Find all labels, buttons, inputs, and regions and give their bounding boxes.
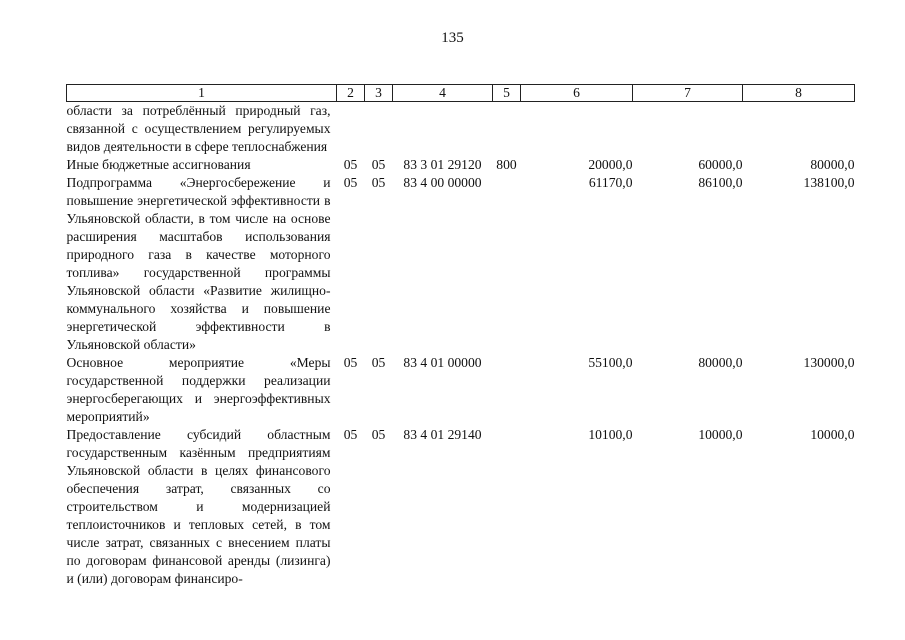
row-amount-8: 10000,0 xyxy=(810,427,855,442)
header-row xyxy=(67,85,855,102)
header-col-8: 8 xyxy=(743,85,855,102)
row-amount-8: 130000,0 xyxy=(803,355,855,370)
row-amount-6: 20000,0 xyxy=(588,157,633,172)
row-subsection: 05 xyxy=(371,175,386,190)
table-row xyxy=(67,156,855,174)
row-section xyxy=(337,102,365,157)
row-section: 05 xyxy=(343,175,358,190)
row-amount-8: 138100,0 xyxy=(803,175,855,190)
row-amount-6 xyxy=(521,102,633,157)
row-amount-6: 10100,0 xyxy=(588,427,633,442)
row-target-code: 83 3 01 29120 xyxy=(403,157,482,172)
table-row xyxy=(67,354,855,426)
budget-table xyxy=(66,84,855,588)
row-amount-7: 86100,0 xyxy=(698,175,743,190)
row-amount-8 xyxy=(743,102,855,157)
row-section: 05 xyxy=(343,427,358,442)
row-expense-type xyxy=(493,354,521,426)
row-subsection: 05 xyxy=(371,427,386,442)
row-target-code xyxy=(393,102,493,157)
row-subsection: 05 xyxy=(371,355,386,370)
row-amount-7: 60000,0 xyxy=(698,157,743,172)
row-target-code: 83 4 01 00000 xyxy=(403,355,482,370)
row-target-code: 83 4 01 29140 xyxy=(403,427,482,442)
row-name: Предоставление субсидий областным государственным казённым предприятиям Ульяновской области в целях финансового обеспечения затрат, связанных со строительством и модернизацией теплоисточников и тепловых сетей, в том числе затрат, связанных с внесением платы по договорам финансовой аренды (лизинга) и (или) договорам финансиро- xyxy=(66,427,331,586)
row-name: области за потреблённый природный газ, связанной с осуществлением регулируемых видов деятельности в сфере теплоснабжения xyxy=(66,103,331,154)
row-section: 05 xyxy=(343,355,358,370)
header-col-4: 4 xyxy=(393,85,493,102)
header-col-6: 6 xyxy=(521,85,633,102)
table-row xyxy=(67,102,855,157)
row-section: 05 xyxy=(343,157,358,172)
row-expense-type: 800 xyxy=(496,157,517,172)
row-expense-type xyxy=(493,102,521,157)
header-col-5: 5 xyxy=(493,85,521,102)
row-name: Подпрограмма «Энергосбережение и повышение энергетической эффективности в Ульяновской области, в том числе на основе расширения масштабов использования природного газа в качестве моторного топлива» государственной программы Ульяновской области «Развитие жилищно-коммунального хозяйства и повышение энергетической эффективности в Ульяновской области» xyxy=(66,175,331,352)
header-col-3: 3 xyxy=(365,85,393,102)
row-amount-6: 61170,0 xyxy=(588,175,633,190)
row-expense-type xyxy=(493,174,521,354)
row-subsection: 05 xyxy=(371,157,386,172)
row-target-code: 83 4 00 00000 xyxy=(403,175,482,190)
row-amount-7: 80000,0 xyxy=(698,355,743,370)
row-amount-7 xyxy=(633,102,743,157)
page-number: 135 xyxy=(441,30,464,46)
table-row xyxy=(67,426,855,588)
header-col-1: 1 xyxy=(67,85,337,102)
header-col-2: 2 xyxy=(337,85,365,102)
row-subsection xyxy=(365,102,393,157)
row-name: Основное мероприятие «Меры государственной поддержки реализации энергосберегающих и энергоэффективных мероприятий» xyxy=(66,355,331,424)
row-expense-type xyxy=(493,426,521,588)
table-row xyxy=(67,174,855,354)
row-name: Иные бюджетные ассигнования xyxy=(66,157,251,172)
row-amount-7: 10000,0 xyxy=(698,427,743,442)
header-col-7: 7 xyxy=(633,85,743,102)
row-amount-8: 80000,0 xyxy=(810,157,855,172)
row-amount-6: 55100,0 xyxy=(588,355,633,370)
